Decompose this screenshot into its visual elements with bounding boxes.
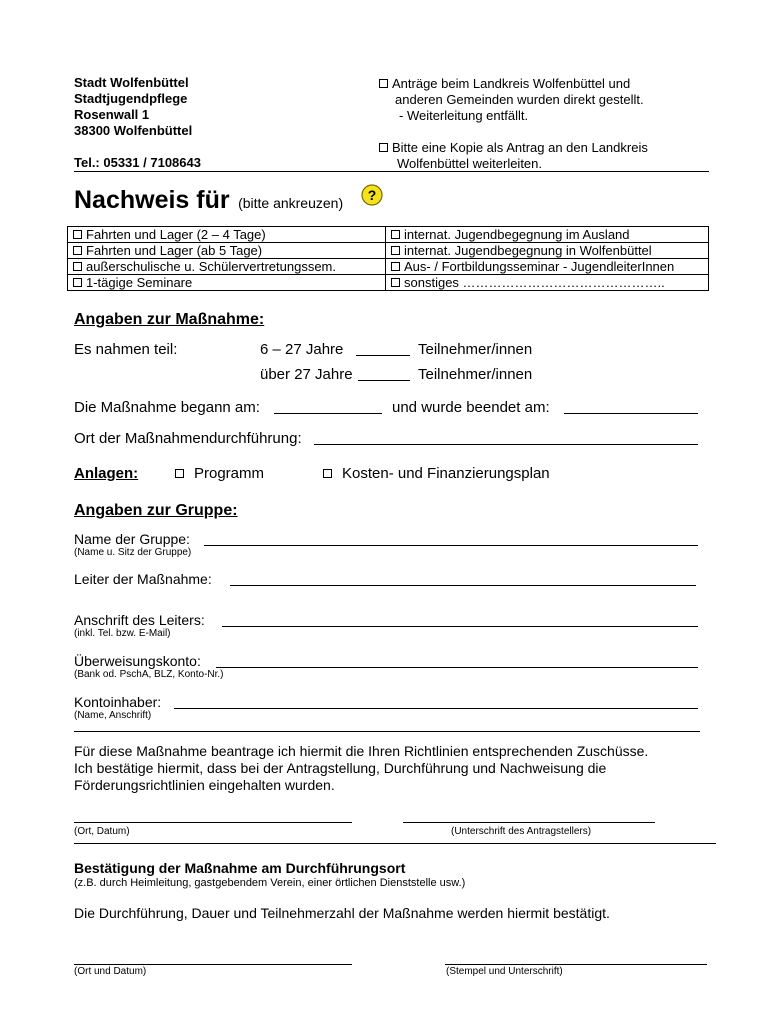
participants-unit: Teilnehmer/innen <box>418 366 533 383</box>
checkbox[interactable] <box>391 230 400 239</box>
checklist-cell <box>68 275 386 291</box>
attachment-label: Programm <box>194 465 265 482</box>
org-line: Stadt Wolfenbüttel <box>74 75 189 90</box>
leader-field[interactable] <box>230 585 696 586</box>
measure-type-checklist <box>67 226 709 291</box>
org-line: 38300 Wolfenbüttel <box>74 123 193 138</box>
checklist-cell <box>386 243 709 259</box>
checklist-cell <box>386 259 709 275</box>
leader-label: Leiter der Maßnahme: <box>74 571 212 587</box>
account-holder-label: Kontoinhaber: <box>74 694 162 710</box>
title-main: Nachweis für <box>74 186 230 214</box>
section-heading-group: Angaben zur Gruppe: <box>74 502 238 519</box>
checkbox[interactable] <box>391 278 400 287</box>
checklist-cell <box>386 227 709 243</box>
checklist-label: außerschulische u. Schülervertretungssem. <box>86 259 337 274</box>
forwarding-option-2 <box>379 140 648 172</box>
account-holder-field[interactable] <box>174 708 698 709</box>
checkbox[interactable] <box>391 262 400 271</box>
section-heading-measure: Angaben zur Maßnahme: <box>74 311 265 328</box>
declaration-line: Ich bestätige hiermit, dass bei der Antragstellung, Durchführung und Nachweisung die <box>74 760 607 776</box>
attachments-label: Anlagen: <box>74 465 139 482</box>
org-line: Stadtjugendpflege <box>74 91 188 106</box>
end-date-label: und wurde beendet am: <box>392 399 550 416</box>
svg-text:?: ? <box>367 187 377 203</box>
checklist-label: internat. Jugendbegegnung im Ausland <box>404 227 630 242</box>
bank-account-label: Überweisungskonto: <box>74 653 201 669</box>
place-date-signature-line[interactable] <box>74 964 352 965</box>
confirmation-text: Die Durchführung, Dauer und Teilnehmerzahl der Maßnahme werden hiermit bestätigt. <box>74 905 610 921</box>
telephone: Tel.: 05331 / 7108643 <box>74 155 201 170</box>
field-hint: (Bank od. PschA, BLZ, Konto-Nr.) <box>74 669 224 680</box>
field-hint: (Name, Anschrift) <box>74 710 152 721</box>
checkbox[interactable] <box>73 230 82 239</box>
checkbox[interactable] <box>175 469 184 478</box>
age-group-label: 6 – 27 Jahre <box>260 341 344 358</box>
checklist-cell <box>68 243 386 259</box>
confirmation-subtitle: (z.B. durch Heimleitung, gastgebendem Verein, einer örtlichen Dienststelle usw.) <box>74 877 466 889</box>
signature-caption: (Ort und Datum) <box>74 966 147 977</box>
field-hint: (inkl. Tel. bzw. E-Mail) <box>74 628 171 639</box>
bank-account-field[interactable] <box>216 667 698 668</box>
title-hint: (bitte ankreuzen) <box>238 195 344 211</box>
org-line: Rosenwall 1 <box>74 107 150 122</box>
participants-count-field[interactable] <box>358 380 410 381</box>
participants-label: Es nahmen teil: <box>74 341 178 358</box>
checklist-label: Fahrten und Lager (ab 5 Tage) <box>86 243 263 258</box>
attachment-program <box>175 465 264 482</box>
signature-caption: (Unterschrift des Antragstellers) <box>451 826 592 837</box>
applicant-signature-line[interactable] <box>403 822 655 823</box>
end-date-field[interactable] <box>564 413 698 414</box>
checkbox[interactable] <box>73 278 82 287</box>
age-group-label: über 27 Jahre <box>260 366 353 383</box>
confirmation-heading: Bestätigung der Maßnahme am Durchführungsort <box>74 860 406 876</box>
forwarding-option-1 <box>379 76 644 124</box>
checklist-cell <box>386 275 709 291</box>
checklist-cell <box>68 227 386 243</box>
declaration-line: Förderungsrichtlinien eingehalten wurden. <box>74 777 335 793</box>
location-field[interactable] <box>314 444 698 445</box>
participants-count-field[interactable] <box>356 355 410 356</box>
option-text: Wolfenbüttel weiterleiten. <box>397 156 543 171</box>
checkbox[interactable] <box>73 246 82 255</box>
checkbox[interactable] <box>379 79 388 88</box>
signature-caption: (Ort, Datum) <box>74 826 130 837</box>
location-label: Ort der Maßnahmendurchführung: <box>74 430 302 447</box>
checklist-label: Aus- / Fortbildungsseminar - JugendleiterInnen <box>404 259 675 274</box>
leader-address-label: Anschrift des Leiters: <box>74 612 205 628</box>
start-date-label: Die Maßnahme begann am: <box>74 399 260 416</box>
option-text: anderen Gemeinden wurden direkt gestellt. <box>395 92 644 107</box>
checklist-label: 1-tägige Seminare <box>86 275 193 290</box>
organization-address <box>74 75 192 139</box>
page-title <box>74 186 343 215</box>
section-divider <box>74 731 700 732</box>
declaration-text <box>74 743 648 794</box>
start-date-field[interactable] <box>274 413 382 414</box>
attachment-label: Kosten- und Finanzierungsplan <box>342 465 550 482</box>
checkbox[interactable] <box>379 143 388 152</box>
leader-address-field[interactable] <box>222 626 698 627</box>
stamp-signature-line[interactable] <box>445 964 707 965</box>
section-divider <box>74 843 716 844</box>
group-name-label: Name der Gruppe: <box>74 531 190 547</box>
checklist-label: sonstiges ……………………………………….. <box>404 275 665 290</box>
option-text: - Weiterleitung entfällt. <box>399 108 529 123</box>
checklist-cell <box>68 259 386 275</box>
attachment-budget <box>323 465 550 482</box>
checklist-label: Fahrten und Lager (2 – 4 Tage) <box>86 227 266 242</box>
participants-unit: Teilnehmer/innen <box>418 341 533 358</box>
question-icon <box>361 184 383 206</box>
checklist-label: internat. Jugendbegegnung in Wolfenbüttel <box>404 243 652 258</box>
checkbox[interactable] <box>391 246 400 255</box>
option-text: Anträge beim Landkreis Wolfenbüttel und <box>392 76 631 91</box>
option-text: Bitte eine Kopie als Antrag an den Landkreis <box>392 140 648 155</box>
checkbox[interactable] <box>323 469 332 478</box>
place-date-signature-line[interactable] <box>74 822 352 823</box>
group-name-field[interactable] <box>204 545 698 546</box>
declaration-line: Für diese Maßnahme beantrage ich hiermit die Ihren Richtlinien entsprechenden Zuschüsse. <box>74 743 649 759</box>
signature-caption: (Stempel und Unterschrift) <box>446 966 563 977</box>
field-hint: (Name u. Sitz der Gruppe) <box>74 547 192 558</box>
checkbox[interactable] <box>73 262 82 271</box>
